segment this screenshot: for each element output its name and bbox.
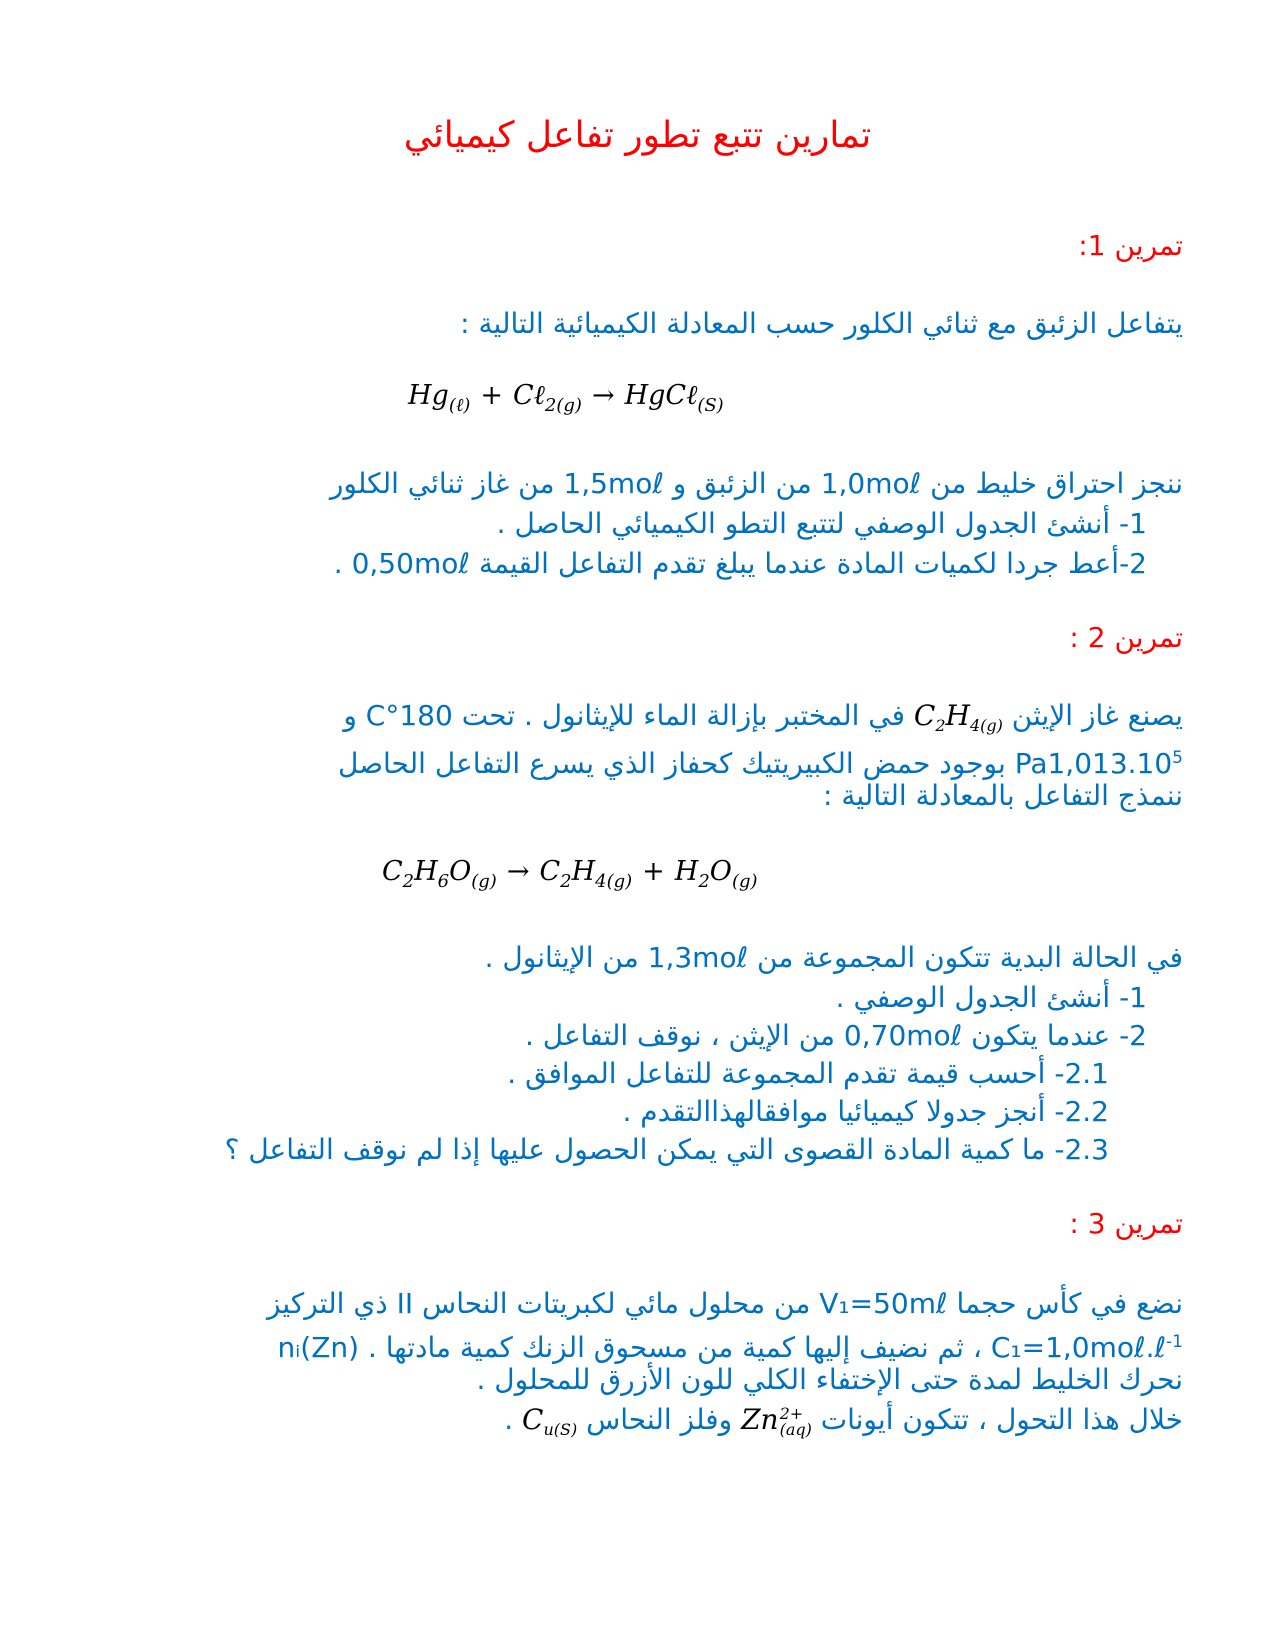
exercise-3-line-3: نحرك الخليط لمدة حتى الإختفاء الكلي للون الأزرق للمحلول . (476, 1363, 1183, 1396)
exercise-2-statement: في الحالة البدية تتكون المجموعة من 1,3moℓ من الإيثانول . (484, 941, 1183, 974)
exercise-2-line-2: 1,013.10$^5$Pa بوجود حمض الكبيريتيك كحفاز الذي يسرع التفاعل الحاصل (338, 747, 1183, 780)
exercise-1-question-1: 1- أنشئ الجدول الوصفي لتتبع التطو الكيميائي الحاصل . (496, 507, 1147, 540)
page-title: تمارين تتبع تطور تفاعل كيميائي (403, 115, 872, 156)
exercise-2-line-3: ننمذج التفاعل بالمعادلة التالية : (823, 779, 1183, 812)
exercise-3-line-4: خلال هذا التحول ، تتكون أيونات Zn 2+ (aq) وفلز النحاس $C_{u(S)}$ . (504, 1402, 1183, 1448)
exercise-2-question-1: 1- أنشئ الجدول الوصفي . (835, 981, 1147, 1014)
exercise-2-question-2-2: 2.2- أنجز جدولا كيميائيا موافقالهذاالتقدم . (622, 1095, 1109, 1128)
exercise-3-line-2: C₁=1,0moℓ.ℓ$^{-1}$ ، ثم نضيف إليها كمية من مسحوق الزنك كمية مادتها nᵢ(Zn) . (277, 1331, 1183, 1364)
exercise-1-equation: $Hg_{(\ell)}$ + Cℓ$_{2(g)}$ → HgCℓ$_{(S)}$ (408, 380, 724, 416)
exercise-2-heading: تمرين 2 : (1069, 621, 1183, 654)
exercise-3-line-1: نضع في كأس حجما V₁=50mℓ من محلول مائي لكبريتات النحاس II ذي التركيز (266, 1287, 1183, 1320)
exercise-1-statement: ننجز احتراق خليط من 1,0moℓ من الزئبق و 1,5moℓ من غاز ثنائي الكلور (329, 467, 1183, 500)
ethene-formula: $C_2H_{4(g)}$ (913, 699, 1003, 735)
exercise-1-intro: يتفاعل الزئبق مع ثنائي الكلور حسب المعادلة الكيميائية التالية : (460, 307, 1183, 340)
exercise-2-line-1: يصنع غاز الإيثن $C_2H_{4(g)}$ في المختبر بإزالة الماء للإيثانول . تحت 180°C و (343, 698, 1183, 744)
copper-formula: $C_{u(S)}$ (522, 1403, 578, 1439)
exercise-2-question-2-3: 2.3- ما كمية المادة القصوى التي يمكن الحصول عليها إذا لم نوقف التفاعل ؟ (224, 1133, 1109, 1166)
exercise-2-question-2: 2- عندما يتكون 0,70moℓ من الإيثن ، نوقف التفاعل . (524, 1019, 1147, 1052)
exercise-1-question-2: 2-أعط جردا لكميات المادة عندما يبلغ تقدم التفاعل القيمة 0,50moℓ . (333, 547, 1147, 580)
exercise-2-equation: $C_2H_6O_{(g)} \to C_2H_{4(g)} + H_2O_{(g)}$ (382, 856, 758, 892)
exercise-2-question-2-1: 2.1- أحسب قيمة تقدم المجموعة للتفاعل الموافق . (507, 1057, 1109, 1090)
zinc-ion-formula: Zn 2+ (aq) (741, 1403, 812, 1439)
exercise-1-heading: تمرين 1: (1078, 229, 1183, 262)
exercise-3-heading: تمرين 3 : (1069, 1207, 1183, 1240)
